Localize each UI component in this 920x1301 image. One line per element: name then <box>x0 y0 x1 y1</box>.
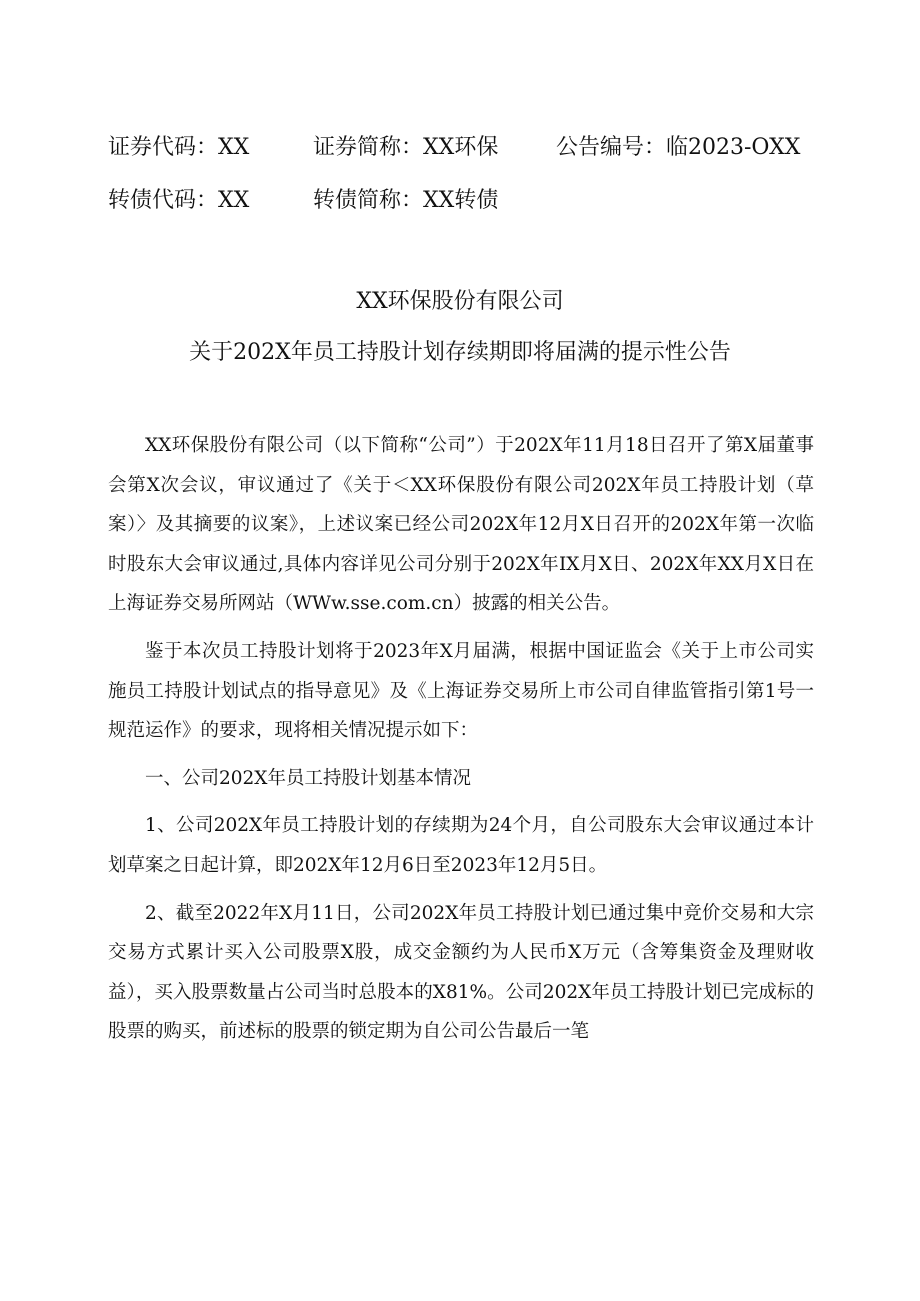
paragraph-duration: 1、公司202X年员工持股计划的存续期为24个月，自公司股东大会审议通过本计划草案之日起计算，即202X年12月6日至2023年12月5日。 <box>108 815 814 876</box>
header-row-bonds <box>108 186 556 216</box>
paragraph-meeting-approval: XX环保股份有限公司（以下简称“公司”）于202X年11月18日召开了第X届董事会第X次会议，审议通过了《关于＜XX环保股份有限公司202X年员工持股计划（草案）〉及其摘要的议案》，上述议案已经公司202X年12月X日召开的202X年第一次临时股东大会审议通过,具体内容详见公司分别于202X年IX月X日、202X年XX月X日在上海证券交易所网站（WWw.sse.com.cn）披露的相关公告。 <box>108 435 814 615</box>
stock-code: 证券代码：XX <box>108 135 250 160</box>
header-row-securities <box>108 133 800 163</box>
announcement-number: 公告编号：临2023-OXX <box>556 135 801 160</box>
company-title: XX环保股份有限公司 <box>356 289 564 314</box>
section-heading-basic-info: 一、公司202X年员工持股计划基本情况 <box>145 767 471 789</box>
bond-name: 转债简称：XX转债 <box>313 188 499 213</box>
paragraph-expiry-notice: 鉴于本次员工持股计划将于2023年X月届满，根据中国证监会《关于上市公司实施员工持股计划试点的指导意见》及《上海证券交易所上市公司自律监管指引第1号一规范运作》的要求，现将相关情况提示如下： <box>108 640 814 742</box>
bond-code: 转债代码：XX <box>108 188 250 213</box>
announcement-title: 关于202X年员工持股计划存续期即将届满的提示性公告 <box>189 340 731 365</box>
paragraph-purchase-status: 2、截至2022年X月11日，公司202X年员工持股计划已通过集中竞价交易和大宗交易方式累计买入公司股票X股，成交金额约为人民币X万元（含筹集资金及理财收益），买入股票数量占公司当时总股本的X81%。公司202X年员工持股计划已完成标的股票的购买，前述标的股票的锁定期为自公司公告最后一笔 <box>108 902 814 1043</box>
announcement-body <box>108 426 814 1060</box>
stock-name: 证券简称：XX环保 <box>313 135 499 160</box>
